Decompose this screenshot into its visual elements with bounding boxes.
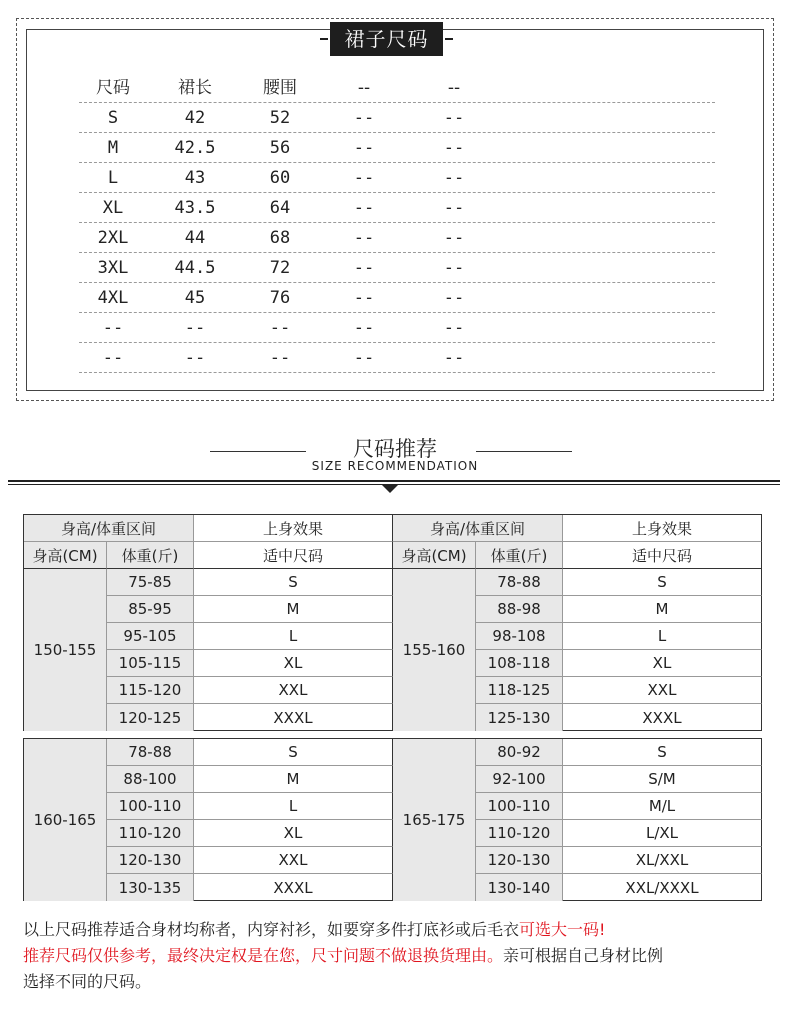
recommended-size-cell: M [194, 766, 393, 793]
size-cell: -- [443, 138, 465, 158]
recommended-size-cell: XXXL [194, 704, 393, 731]
skirt-size-row [79, 103, 715, 133]
effect-header: 上身效果 [194, 515, 393, 542]
weight-range-cell: 95-105 [107, 623, 194, 650]
note-highlight: 推荐尺码仅供参考，最终决定权是在您，尺寸问题不做退换货理由。 [23, 946, 504, 965]
recommended-size-cell: M/L [563, 793, 762, 820]
recommended-size-cell: S [563, 739, 762, 766]
recommendation-table-top [23, 514, 762, 731]
height-range-cell: 155-160 [393, 569, 476, 731]
size-cell: -- [102, 348, 124, 368]
recommended-size-cell: XXXL [563, 704, 762, 731]
weight-range-cell: 110-120 [476, 820, 563, 847]
height-header: 身高(CM) [393, 542, 476, 569]
skirt-size-row [79, 223, 715, 253]
recommended-size-cell: XL [563, 650, 762, 677]
size-cell: L [107, 168, 119, 188]
weight-range-cell: 88-100 [107, 766, 194, 793]
note-text: 选择不同的尺码。 [23, 972, 152, 991]
size-cell: 43.5 [174, 198, 216, 218]
size-cell: -- [184, 318, 206, 338]
weight-range-cell: 120-130 [107, 847, 194, 874]
recommended-size-cell: XL [194, 650, 393, 677]
recommended-size-cell: XXL [194, 677, 393, 704]
recommended-size-cell: S/M [563, 766, 762, 793]
size-cell: 52 [269, 108, 291, 128]
recommended-size-cell: S [194, 569, 393, 596]
size-cell: -- [443, 288, 465, 308]
note-line-3 [23, 969, 768, 995]
recommendation-subtitle: SIZE RECOMMENDATION [311, 459, 479, 473]
weight-range-cell: 108-118 [476, 650, 563, 677]
size-cell: 60 [269, 168, 291, 188]
weight-range-cell: 120-125 [107, 704, 194, 731]
height-range-cell: 150-155 [24, 569, 107, 731]
recommended-size-cell: M [563, 596, 762, 623]
effect-header: 上身效果 [563, 515, 762, 542]
skirt-size-row [79, 163, 715, 193]
weight-range-cell: 80-92 [476, 739, 563, 766]
size-cell: -- [353, 348, 375, 368]
recommended-size-cell: XL/XXL [563, 847, 762, 874]
weight-range-cell: 75-85 [107, 569, 194, 596]
weight-header: 体重(斤) [107, 542, 194, 569]
note-line-1 [23, 917, 768, 943]
size-cell: -- [102, 318, 124, 338]
header-cell: 尺码 [96, 78, 130, 98]
size-cell: -- [353, 138, 375, 158]
header-cell: -- [447, 78, 461, 98]
header-cell: 裙长 [178, 78, 212, 98]
size-cell: 44 [184, 228, 206, 248]
size-cell: 45 [184, 288, 206, 308]
size-notes [23, 917, 768, 995]
size-cell: -- [353, 228, 375, 248]
size-cell: 42 [184, 108, 206, 128]
skirt-size-header-row [79, 73, 715, 103]
height-range-cell: 165-175 [393, 739, 476, 901]
weight-range-cell: 120-130 [476, 847, 563, 874]
recommended-size-cell: XXL [563, 677, 762, 704]
size-cell: 72 [269, 258, 291, 278]
recommended-size-cell: S [563, 569, 762, 596]
recommended-size-cell: XL [194, 820, 393, 847]
size-cell: 68 [269, 228, 291, 248]
recommended-size-cell: L [563, 623, 762, 650]
weight-header: 体重(斤) [476, 542, 563, 569]
skirt-size-row [79, 253, 715, 283]
size-cell: -- [353, 108, 375, 128]
size-cell: -- [443, 318, 465, 338]
skirt-size-row [79, 343, 715, 373]
skirt-size-row [79, 193, 715, 223]
size-cell: 3XL [97, 258, 129, 278]
size-cell: -- [353, 288, 375, 308]
size-cell: XL [102, 198, 124, 218]
size-cell: 44.5 [174, 258, 216, 278]
recommended-size-cell: L [194, 623, 393, 650]
weight-range-cell: 92-100 [476, 766, 563, 793]
header-cell: 腰围 [263, 78, 297, 98]
caret-down-icon [381, 484, 399, 493]
range-header: 身高/体重区间 [24, 515, 194, 542]
weight-range-cell: 78-88 [107, 739, 194, 766]
recommendation-title: 尺码推荐 [353, 437, 437, 461]
recommendation-table-bottom [23, 738, 762, 901]
size-cell: 43 [184, 168, 206, 188]
section-divider [8, 480, 780, 482]
recommended-size-cell: XXL/XXXL [563, 874, 762, 901]
note-highlight: 可选大一码! [519, 920, 606, 939]
header-cell: -- [357, 78, 371, 98]
recommended-size-cell: L/XL [563, 820, 762, 847]
size-cell: -- [353, 198, 375, 218]
size-cell: M [107, 138, 119, 158]
skirt-size-row [79, 313, 715, 343]
weight-range-cell: 78-88 [476, 569, 563, 596]
recommended-size-cell: L [194, 793, 393, 820]
size-cell: -- [443, 258, 465, 278]
size-cell: -- [184, 348, 206, 368]
weight-range-cell: 110-120 [107, 820, 194, 847]
skirt-size-row [79, 133, 715, 163]
weight-range-cell: 130-135 [107, 874, 194, 901]
size-cell: S [107, 108, 119, 128]
size-cell: -- [443, 108, 465, 128]
size-cell: -- [443, 348, 465, 368]
height-range-cell: 160-165 [24, 739, 107, 901]
size-cell: -- [443, 168, 465, 188]
note-line-2 [23, 943, 768, 969]
skirt-size-table [79, 73, 715, 373]
recommended-size-cell: XXL [194, 847, 393, 874]
size-cell: -- [353, 258, 375, 278]
size-cell: 56 [269, 138, 291, 158]
size-header: 适中尺码 [194, 542, 393, 569]
weight-range-cell: 85-95 [107, 596, 194, 623]
range-header: 身高/体重区间 [393, 515, 563, 542]
weight-range-cell: 105-115 [107, 650, 194, 677]
weight-range-cell: 88-98 [476, 596, 563, 623]
weight-range-cell: 98-108 [476, 623, 563, 650]
height-header: 身高(CM) [24, 542, 107, 569]
note-text: 亲可根据自己身材比例 [503, 946, 664, 965]
recommended-size-cell: S [194, 739, 393, 766]
size-cell: -- [269, 348, 291, 368]
weight-range-cell: 130-140 [476, 874, 563, 901]
size-cell: -- [443, 198, 465, 218]
title-rule-right [476, 451, 572, 452]
size-cell: -- [443, 228, 465, 248]
title-rule-left [210, 451, 306, 452]
size-cell: -- [269, 318, 291, 338]
skirt-size-title: 裙子尺码 [330, 22, 443, 56]
weight-range-cell: 115-120 [107, 677, 194, 704]
recommended-size-cell: XXXL [194, 874, 393, 901]
weight-range-cell: 125-130 [476, 704, 563, 731]
recommended-size-cell: M [194, 596, 393, 623]
weight-range-cell: 100-110 [107, 793, 194, 820]
size-cell: -- [353, 168, 375, 188]
size-cell: 4XL [97, 288, 129, 308]
weight-range-cell: 100-110 [476, 793, 563, 820]
size-cell: 76 [269, 288, 291, 308]
size-cell: 42.5 [174, 138, 216, 158]
weight-range-cell: 118-125 [476, 677, 563, 704]
note-text: 以上尺码推荐适合身材均称者，内穿衬衫，如要穿多件打底衫或后毛衣 [23, 920, 520, 939]
size-cell: -- [353, 318, 375, 338]
size-cell: 2XL [97, 228, 129, 248]
skirt-size-row [79, 283, 715, 313]
size-cell: 64 [269, 198, 291, 218]
size-header: 适中尺码 [563, 542, 762, 569]
